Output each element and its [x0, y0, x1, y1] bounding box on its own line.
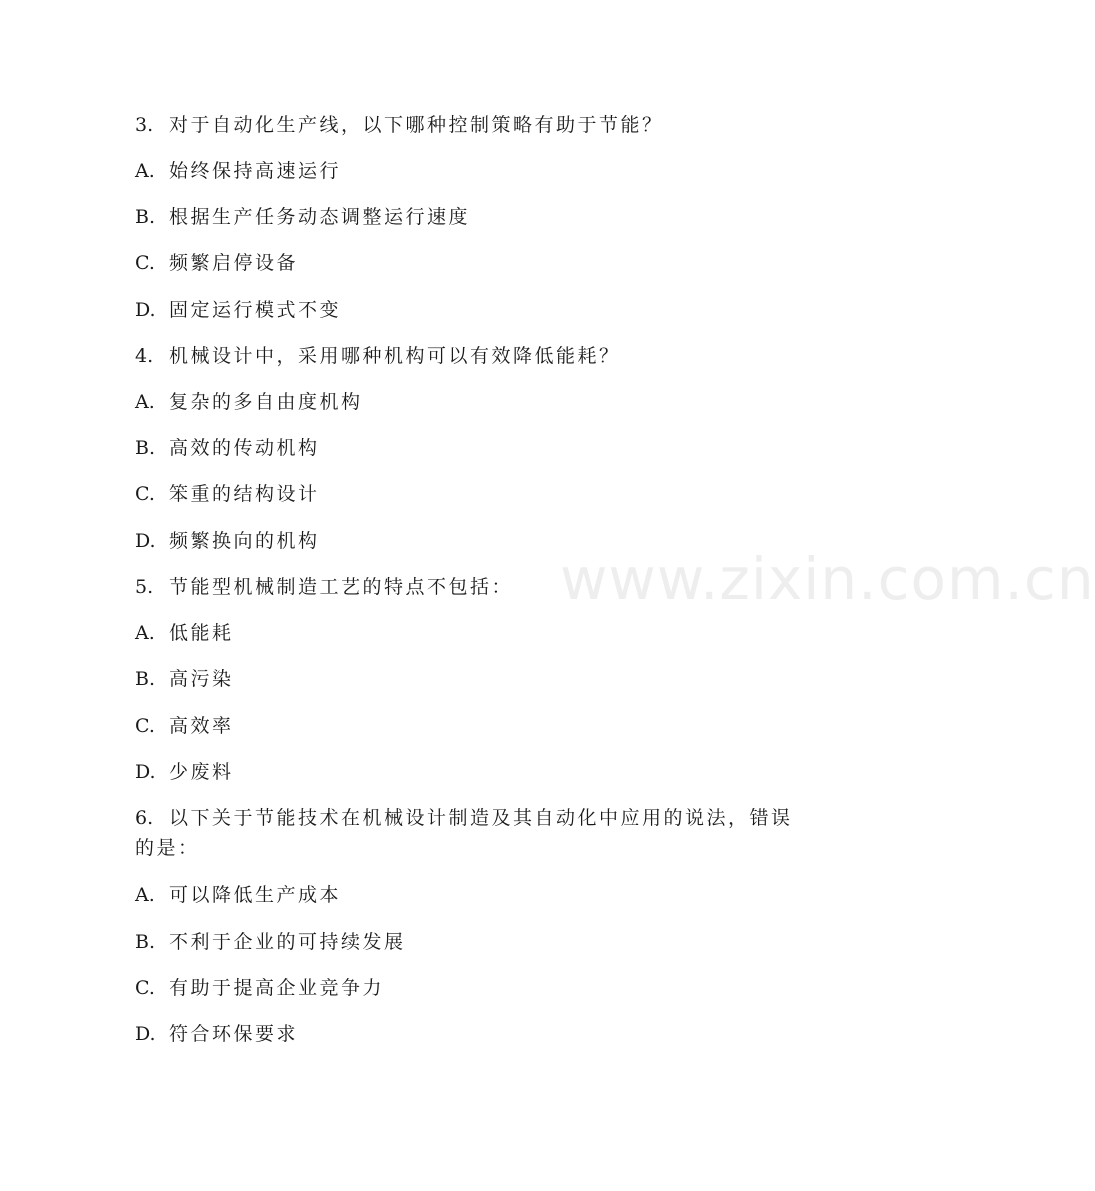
- option-6d: [135, 1019, 795, 1049]
- option-3d: [135, 295, 795, 325]
- question-number: 4.: [135, 345, 154, 367]
- option-mark: B.: [135, 931, 156, 953]
- question-6: [135, 803, 795, 863]
- question-text: 对于自动化生产线，以下哪种控制策略有助于节能？: [169, 114, 664, 136]
- option-text: 笨重的结构设计: [169, 483, 320, 505]
- option-5d: [135, 757, 795, 787]
- option-mark: B.: [135, 206, 156, 228]
- option-text: 高污染: [169, 668, 234, 690]
- option-mark: D.: [135, 761, 156, 783]
- option-mark: C.: [135, 252, 155, 274]
- question-number: 5.: [135, 576, 154, 598]
- question-4: [135, 341, 795, 371]
- option-3a: [135, 156, 795, 186]
- option-3c: [135, 248, 795, 278]
- option-text: 始终保持高速运行: [169, 160, 342, 182]
- option-5c: [135, 711, 795, 741]
- option-3b: [135, 202, 795, 232]
- option-4c: [135, 479, 795, 509]
- option-6a: [135, 880, 795, 910]
- question-text: 以下关于节能技术在机械设计制造及其自动化中应用的说法，错误的是：: [135, 807, 793, 859]
- option-4b: [135, 433, 795, 463]
- option-text: 频繁启停设备: [169, 252, 299, 274]
- question-text: 节能型机械制造工艺的特点不包括：: [169, 576, 514, 598]
- option-mark: A.: [135, 884, 155, 906]
- question-text: 机械设计中，采用哪种机构可以有效降低能耗？: [169, 345, 621, 367]
- option-text: 有助于提高企业竞争力: [169, 977, 385, 999]
- option-text: 少废料: [169, 761, 234, 783]
- option-6b: [135, 927, 795, 957]
- option-5a: [135, 618, 795, 648]
- option-mark: A.: [135, 622, 155, 644]
- option-text: 不利于企业的可持续发展: [169, 931, 406, 953]
- option-4d: [135, 526, 795, 556]
- option-mark: C.: [135, 483, 155, 505]
- option-text: 高效率: [169, 715, 234, 737]
- option-mark: A.: [135, 391, 155, 413]
- option-text: 频繁换向的机构: [169, 530, 320, 552]
- option-mark: D.: [135, 1023, 156, 1045]
- question-3: [135, 110, 795, 140]
- option-text: 可以降低生产成本: [169, 884, 342, 906]
- question-number: 6.: [135, 807, 154, 829]
- option-5b: [135, 664, 795, 694]
- option-4a: [135, 387, 795, 417]
- option-mark: D.: [135, 299, 156, 321]
- question-number: 3.: [135, 114, 154, 136]
- question-5: [135, 572, 795, 602]
- option-text: 符合环保要求: [169, 1023, 299, 1045]
- option-mark: A.: [135, 160, 155, 182]
- option-6c: [135, 973, 795, 1003]
- option-mark: D.: [135, 530, 156, 552]
- option-text: 固定运行模式不变: [169, 299, 342, 321]
- watermark: www.zixin.com.cn: [560, 545, 1095, 613]
- option-mark: C.: [135, 977, 155, 999]
- option-text: 低能耗: [169, 622, 234, 644]
- option-text: 复杂的多自由度机构: [169, 391, 363, 413]
- option-mark: B.: [135, 668, 156, 690]
- option-mark: C.: [135, 715, 155, 737]
- option-text: 根据生产任务动态调整运行速度: [169, 206, 471, 228]
- option-text: 高效的传动机构: [169, 437, 320, 459]
- option-mark: B.: [135, 437, 156, 459]
